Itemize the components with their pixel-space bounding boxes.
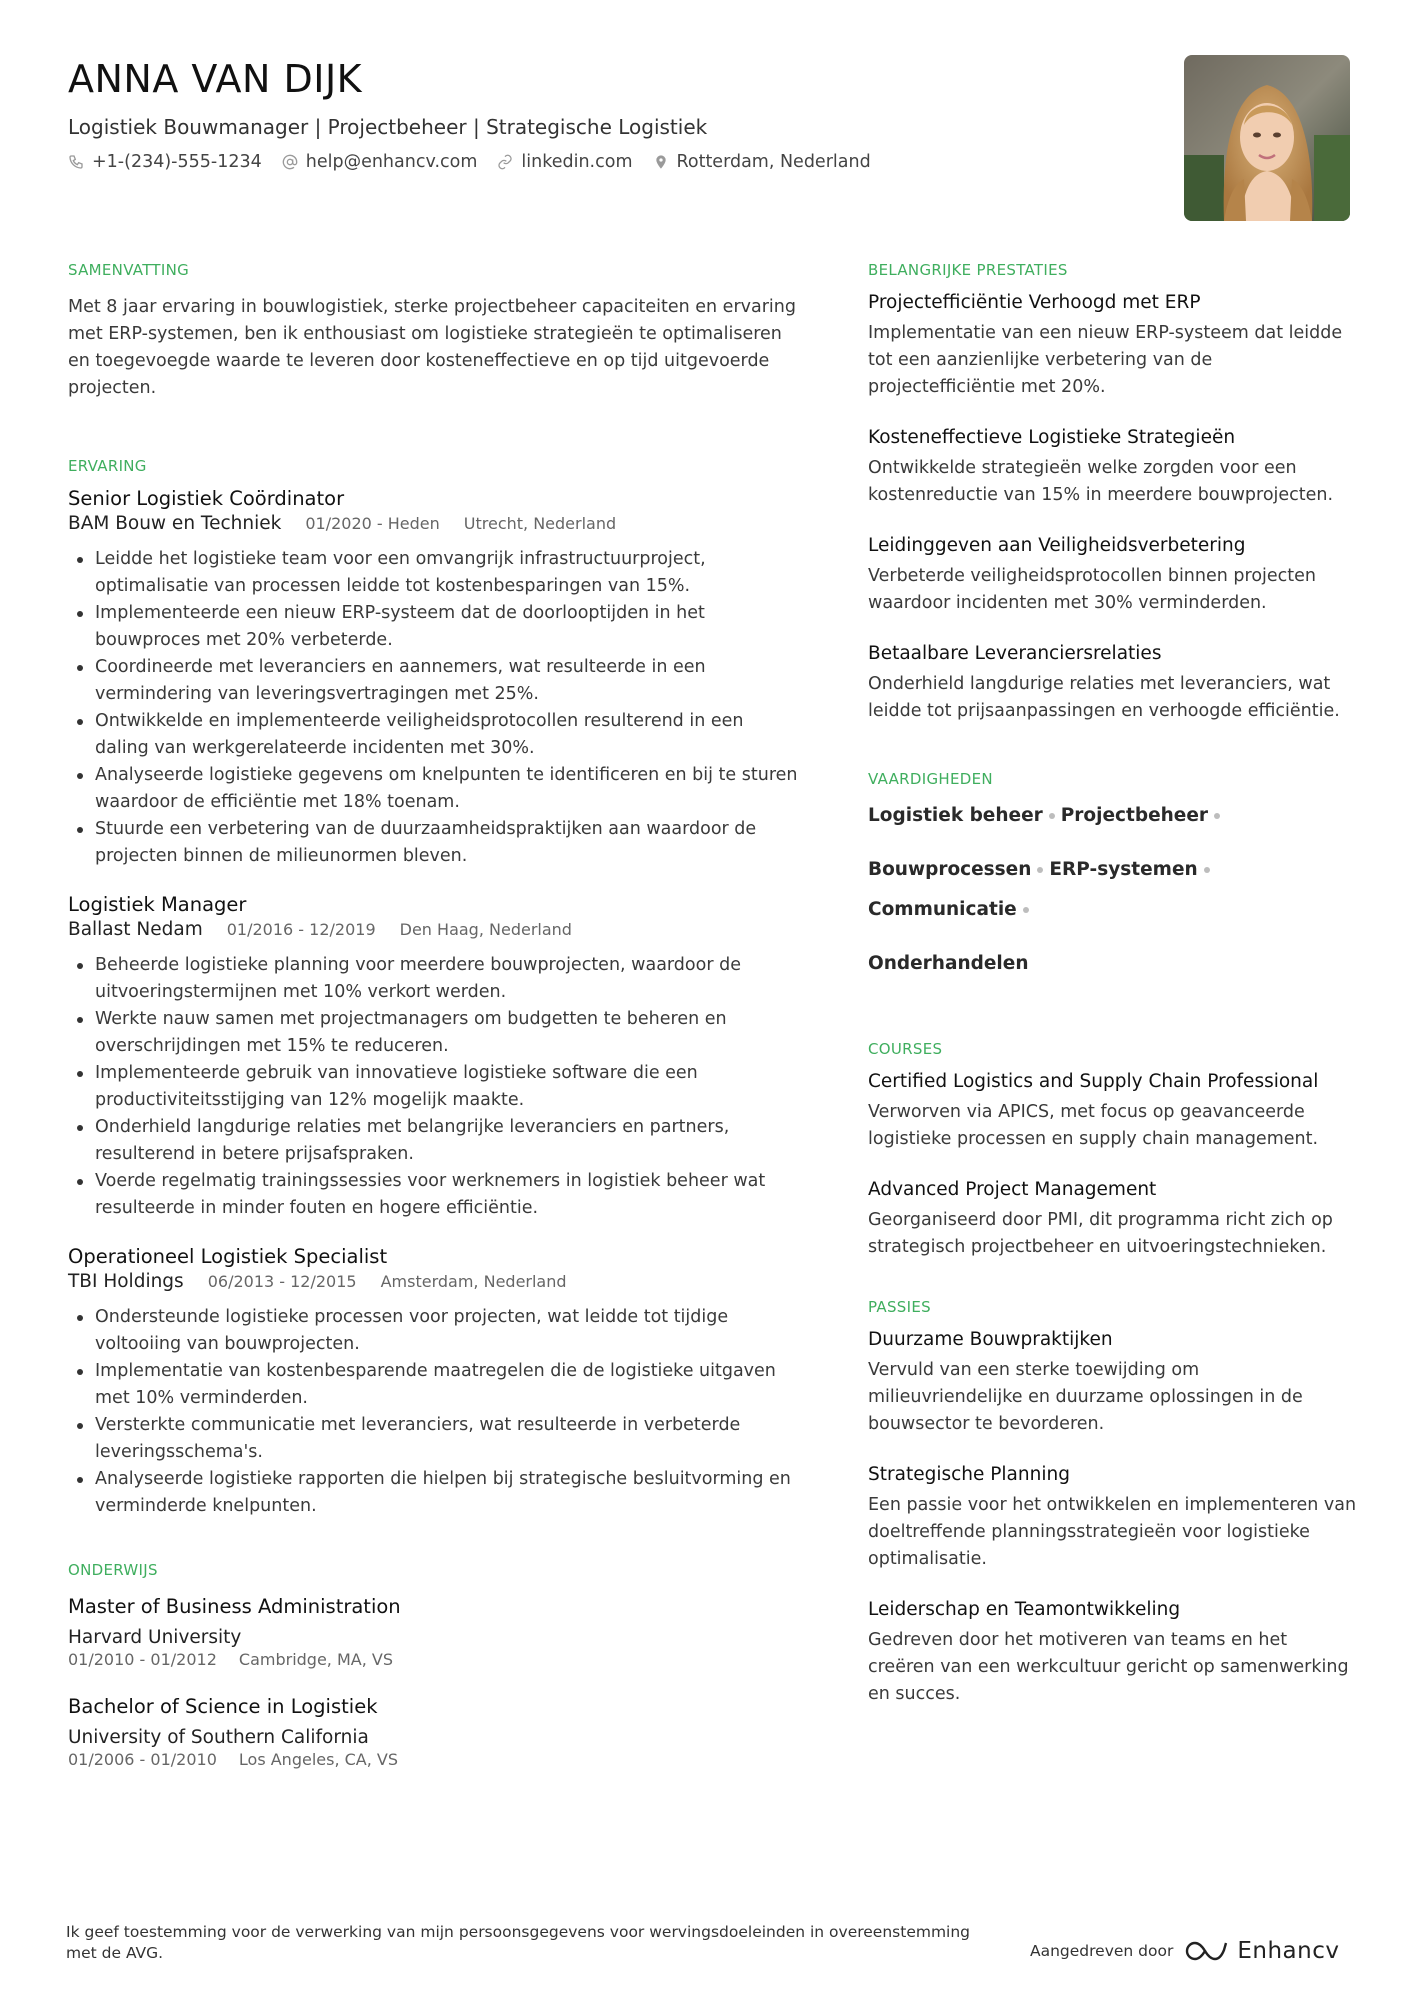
section-title: BELANGRIJKE PRESTATIES <box>868 261 1068 279</box>
job-company: TBI Holdings <box>68 1271 184 1292</box>
list-item: Voerde regelmatig trainingssessies voor werknemers in logistiek beheer wat resulteerde in minder fouten en hogere efficiëntie. <box>68 1168 798 1222</box>
list-item: Ondersteunde logistieke processen voor projecten, wat leidde tot tijdige voltooiing van bouwprojecten. <box>68 1304 798 1358</box>
courses-section <box>868 1039 1358 1261</box>
location-text: Rotterdam, Nederland <box>676 152 871 172</box>
linkedin-text: linkedin.com <box>521 152 633 172</box>
experience-section <box>68 456 798 1520</box>
list-item: Implementeerde een nieuw ERP-systeem dat de doorlooptijden in het bouwproces met 20% verbeterde. <box>68 600 798 654</box>
course-title: Certified Logistics and Supply Chain Professional <box>868 1071 1319 1092</box>
job-bullets <box>68 1304 798 1520</box>
education-entry <box>68 1594 798 1670</box>
passion-item <box>868 1327 1358 1438</box>
course-text: Verworven via APICS, met focus op geavanceerde logistieke processen en supply chain management. <box>868 1102 1319 1149</box>
dot-separator <box>1023 907 1029 913</box>
job-dates: 01/2016 - 12/2019 <box>226 920 376 939</box>
passion-title: Leiderschap en Teamontwikkeling <box>868 1599 1181 1620</box>
education-degree: Master of Business Administration <box>68 1595 401 1618</box>
education-school: University of Southern California <box>68 1727 369 1748</box>
contact-phone <box>68 152 262 172</box>
section-title: VAARDIGHEDEN <box>868 770 993 788</box>
email-text: help@enhancv.com <box>305 152 478 172</box>
list-item: Analyseerde logistieke rapporten die hielpen bij strategische besluitvorming en verminderde knelpunten. <box>68 1466 798 1520</box>
achievement-title: Betaalbare Leveranciersrelaties <box>868 643 1162 664</box>
summary-text: Met 8 jaar ervaring in bouwlogistiek, sterke projectbeheer capaciteiten en ervaring met ERP-systemen, ben ik enthousiast om logistieke strategieën te optimaliseren en toegevoegde waarde te leveren door kosteneffectieve en op tijd uitgevoerde projecten. <box>68 297 796 398</box>
skill-tag: Bouwprocessen <box>868 857 1049 883</box>
passions-section <box>868 1297 1358 1708</box>
resume-header <box>68 56 1128 172</box>
brand-logo <box>1185 1938 1339 1964</box>
education-entry <box>68 1694 798 1770</box>
summary-section <box>68 260 798 402</box>
job-meta <box>68 918 798 942</box>
passion-title: Strategische Planning <box>868 1464 1070 1485</box>
list-item: Leidde het logistieke team voor een omvangrijk infrastructuurproject, optimalisatie van processen leidde tot kostenbesparingen van 15%. <box>68 546 798 600</box>
contact-bar <box>68 152 1128 172</box>
job-bullets <box>68 546 798 870</box>
list-item: Onderhield langdurige relaties met belangrijke leveranciers en partners, resulterend in betere prijsafspraken. <box>68 1114 798 1168</box>
achievement-title: Leidinggeven aan Veiligheidsverbetering <box>868 535 1246 556</box>
powered-by-label: Aangedreven door <box>1030 1942 1174 1960</box>
at-sign-icon <box>282 154 298 170</box>
job-bullets <box>68 952 798 1222</box>
job-location: Den Haag, Nederland <box>399 920 572 939</box>
consent-note: Ik geef toestemming voor de verwerking van mijn persoonsgegevens voor wervingsdoeleinden in overeenstemming met de AVG. <box>66 1923 971 1962</box>
skill-tag: Logistiek beheer <box>868 803 1061 829</box>
passion-text: Vervuld van een sterke toewijding om milieuvriendelijke en duurzame oplossingen in de bouwsector te bevorderen. <box>868 1360 1303 1434</box>
job-entry <box>68 486 798 870</box>
dot-separator <box>1204 867 1210 873</box>
section-title: PASSIES <box>868 1298 931 1316</box>
candidate-headline: Logistiek Bouwmanager | Projectbeheer | Strategische Logistiek <box>68 115 708 139</box>
list-item: Stuurde een verbetering van de duurzaamheidspraktijken aan waardoor de projecten binnen de milieunormen bleven. <box>68 816 798 870</box>
job-title: Senior Logistiek Coördinator <box>68 487 345 510</box>
job-meta <box>68 512 798 536</box>
passion-item <box>868 1597 1358 1708</box>
education-section <box>68 1560 798 1770</box>
list-item: Werkte nauw samen met projectmanagers om budgetten te beheren en overschrijdingen met 15% te reduceren. <box>68 1006 798 1060</box>
education-dates: 01/2006 - 01/2010 <box>68 1750 217 1769</box>
location-pin-icon <box>653 154 669 170</box>
achievement-text: Verbeterde veiligheidsprotocollen binnen projecten waardoor incidenten met 30% verminderden. <box>868 566 1317 613</box>
education-meta <box>68 1750 798 1770</box>
achievement-title: Projectefficiëntie Verhoogd met ERP <box>868 292 1201 313</box>
link-icon <box>497 154 513 170</box>
dot-separator <box>1214 813 1220 819</box>
achievement-text: Ontwikkelde strategieën welke zorgden voor een kostenreductie van 15% in meerdere bouwprojecten. <box>868 458 1334 505</box>
course-title: Advanced Project Management <box>868 1179 1157 1200</box>
job-entry <box>68 1244 798 1520</box>
section-title: ONDERWIJS <box>68 1561 158 1579</box>
brand-name: Enhancv <box>1237 1938 1340 1964</box>
list-item: Implementeerde gebruik van innovatieve logistieke software die een productiviteitsstijging van 12% mogelijk maakte. <box>68 1060 798 1114</box>
job-location: Amsterdam, Nederland <box>380 1272 567 1291</box>
achievement-item <box>868 533 1358 617</box>
job-company: BAM Bouw en Techniek <box>68 513 282 534</box>
section-title: COURSES <box>868 1040 943 1058</box>
education-school: Harvard University <box>68 1627 242 1648</box>
skills-section <box>868 769 1358 977</box>
passion-text: Gedreven door het motiveren van teams en het creëren van een werkcultuur gericht op samenwerking en succes. <box>868 1630 1349 1704</box>
right-column <box>868 260 1358 1758</box>
education-dates: 01/2010 - 01/2012 <box>68 1650 217 1669</box>
job-location: Utrecht, Nederland <box>463 514 617 533</box>
achievement-item <box>868 641 1358 725</box>
education-meta <box>68 1650 798 1670</box>
job-dates: 01/2020 - Heden <box>305 514 440 533</box>
skill-tag: Communicatie <box>868 897 1035 923</box>
list-item: Ontwikkelde en implementeerde veiligheidsprotocollen resulterend in een daling van werkgerelateerde incidenten met 30%. <box>68 708 798 762</box>
skill-tag: Onderhandelen <box>868 953 1029 974</box>
skill-tag: Projectbeheer <box>1061 803 1226 829</box>
course-text: Georganiseerd door PMI, dit programma richt zich op strategisch projectbeheer en uitvoeringstechnieken. <box>868 1210 1333 1257</box>
passion-item <box>868 1462 1358 1573</box>
enhancv-logo-icon <box>1185 1939 1229 1963</box>
passion-text: Een passie voor het ontwikkelen en implementeren van doeltreffende planningsstrategieën voor logistieke optimalisatie. <box>868 1495 1357 1569</box>
education-location: Cambridge, MA, VS <box>238 1650 393 1669</box>
achievements-section <box>868 260 1358 725</box>
skills-list <box>868 803 1358 977</box>
powered-by[interactable] <box>1030 1938 1339 1964</box>
list-item: Implementatie van kostenbesparende maatregelen die de logistieke uitgaven met 10% verminderden. <box>68 1358 798 1412</box>
passion-title: Duurzame Bouwpraktijken <box>868 1329 1113 1350</box>
course-item <box>868 1069 1358 1153</box>
job-dates: 06/2013 - 12/2015 <box>207 1272 357 1291</box>
phone-icon <box>68 154 84 170</box>
achievement-title: Kosteneffectieve Logistieke Strategieën <box>868 427 1236 448</box>
achievement-text: Onderhield langdurige relaties met leveranciers, wat leidde tot prijsaanpassingen en verhoogde efficiëntie. <box>868 674 1340 721</box>
profile-photo <box>1184 55 1350 221</box>
job-title: Operationeel Logistiek Specialist <box>68 1245 388 1268</box>
phone-text: +1-(234)-555-1234 <box>92 152 262 172</box>
job-company: Ballast Nedam <box>68 919 203 940</box>
section-title: SAMENVATTING <box>68 261 190 279</box>
list-item: Versterkte communicatie met leveranciers, wat resulteerde in verbeterde leveringsschema's. <box>68 1412 798 1466</box>
achievement-item <box>868 290 1358 401</box>
contact-location <box>653 152 871 172</box>
list-item: Coordineerde met leveranciers en aannemers, wat resulteerde in een vermindering van leveringsvertragingen met 25%. <box>68 654 798 708</box>
job-entry <box>68 892 798 1222</box>
contact-email[interactable] <box>282 152 478 172</box>
dot-separator <box>1037 867 1043 873</box>
job-title: Logistiek Manager <box>68 893 247 916</box>
list-item: Analyseerde logistieke gegevens om knelpunten te identificeren en bij te sturen waardoor de efficiëntie met 18% toenam. <box>68 762 798 816</box>
job-meta <box>68 1270 798 1294</box>
section-title: ERVARING <box>68 457 147 475</box>
contact-linkedin[interactable] <box>497 152 632 172</box>
list-item: Beheerde logistieke planning voor meerdere bouwprojecten, waardoor de uitvoeringstermijnen met 10% verkort werden. <box>68 952 798 1006</box>
achievement-text: Implementatie van een nieuw ERP-systeem dat leidde tot een aanzienlijke verbetering van de projectefficiëntie met 20%. <box>868 323 1343 397</box>
left-column <box>68 260 798 1820</box>
candidate-name: ANNA VAN DIJK <box>68 57 363 101</box>
achievement-item <box>868 425 1358 509</box>
education-location: Los Angeles, CA, VS <box>238 1750 399 1769</box>
dot-separator <box>1049 813 1055 819</box>
skill-tag: ERP-systemen <box>1049 857 1215 883</box>
course-item <box>868 1177 1358 1261</box>
education-degree: Bachelor of Science in Logistiek <box>68 1695 378 1718</box>
